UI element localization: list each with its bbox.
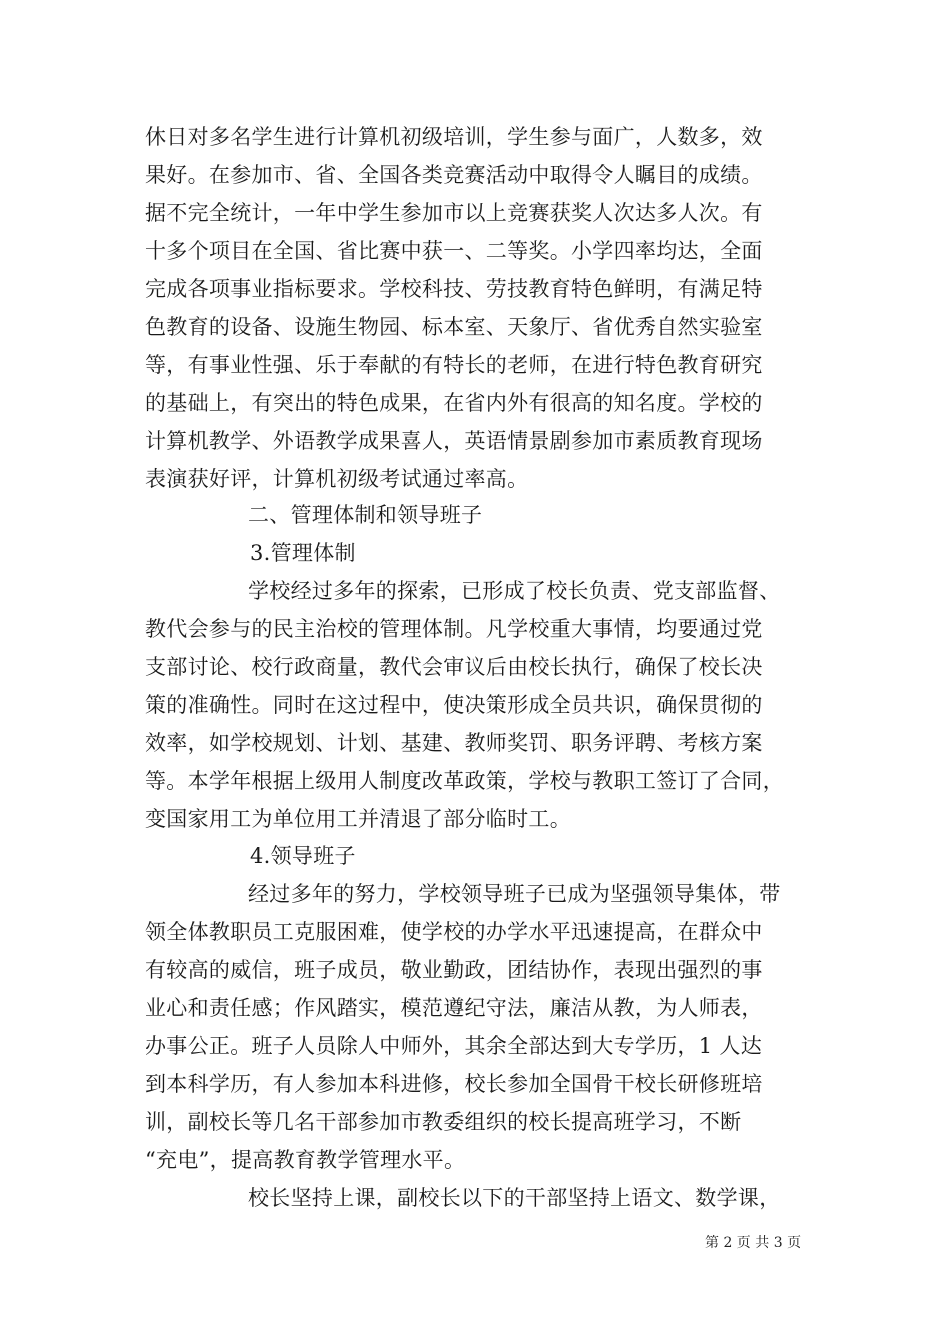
text-line: 等。本学年根据上级用人制度改革政策，学校与教职工签订了合同， — [145, 769, 784, 793]
text-line: 果好。在参加市、省、全国各类竞赛活动中取得令人瞩目的成绩。 — [145, 163, 763, 187]
text-line: 领全体教职员工克服困难，使学校的办学水平迅速提高，在群众中 — [145, 920, 763, 944]
text-line: 策的准确性。同时在这过程中，使决策形成全员共识，确保贯彻的 — [145, 693, 763, 717]
text-line: 据不完全统计，一年中学生参加市以上竞赛获奖人次达多人次。有 — [145, 201, 763, 225]
page-number: 第 2 页 共 3 页 — [705, 1235, 802, 1251]
text-line: 有较高的威信，班子成员，敬业勤政，团结协作，表现出强烈的事 — [145, 958, 763, 982]
subsection-heading: 3.管理体制 — [250, 541, 356, 565]
paragraph-first-line: 校长坚持上课，副校长以下的干部坚持上语文、数学课， — [248, 1186, 781, 1210]
text-line: “充电”，提高教育教学管理水平。 — [145, 1148, 466, 1172]
paragraph-first-line: 学校经过多年的探索，已形成了校长负责、党支部监督、 — [248, 579, 781, 603]
subsection-heading: 4.领导班子 — [250, 844, 356, 868]
text-line: 色教育的设备、设施生物园、标本室、天象厅、省优秀自然实验室 — [145, 315, 763, 339]
text-line: 效率，如学校规划、计划、基建、教师奖罚、职务评聘、考核方案 — [145, 731, 763, 755]
section-heading: 二、管理体制和领导班子 — [248, 503, 483, 527]
text-line: 十多个项目在全国、省比赛中获一、二等奖。小学四率均达，全面 — [145, 239, 763, 263]
text-line: 计算机教学、外语教学成果喜人，英语情景剧参加市素质教育现场 — [145, 429, 763, 453]
text-line: 训，副校长等几名干部参加市教委组织的校长提高班学习，不断 — [145, 1110, 742, 1134]
text-line: 休日对多名学生进行计算机初级培训，学生参与面广，人数多，效 — [145, 125, 763, 149]
paragraph-first-line: 经过多年的努力，学校领导班子已成为坚强领导集体，带 — [248, 882, 781, 906]
text-line: 办事公正。班子人员除人中师外，其余全部达到大专学历，1 人达 — [145, 1034, 763, 1058]
text-line: 变国家用工为单位用工并清退了部分临时工。 — [145, 807, 571, 831]
text-line: 支部讨论、校行政商量，教代会审议后由校长执行，确保了校长决 — [145, 655, 763, 679]
text-line: 的基础上，有突出的特色成果，在省内外有很高的知名度。学校的 — [145, 391, 763, 415]
text-line: 表演获好评，计算机初级考试通过率高。 — [145, 467, 529, 491]
text-line: 教代会参与的民主治校的管理体制。凡学校重大事情，均要通过党 — [145, 617, 763, 641]
text-line: 完成各项事业指标要求。学校科技、劳技教育特色鲜明，有满足特 — [145, 277, 763, 301]
text-line: 等，有事业性强、乐于奉献的有特长的老师，在进行特色教育研究 — [145, 353, 763, 377]
text-line: 业心和责任感；作风踏实，模范遵纪守法，廉洁从教，为人师表， — [145, 996, 763, 1020]
text-line: 到本科学历，有人参加本科进修，校长参加全国骨干校长研修班培 — [145, 1072, 763, 1096]
